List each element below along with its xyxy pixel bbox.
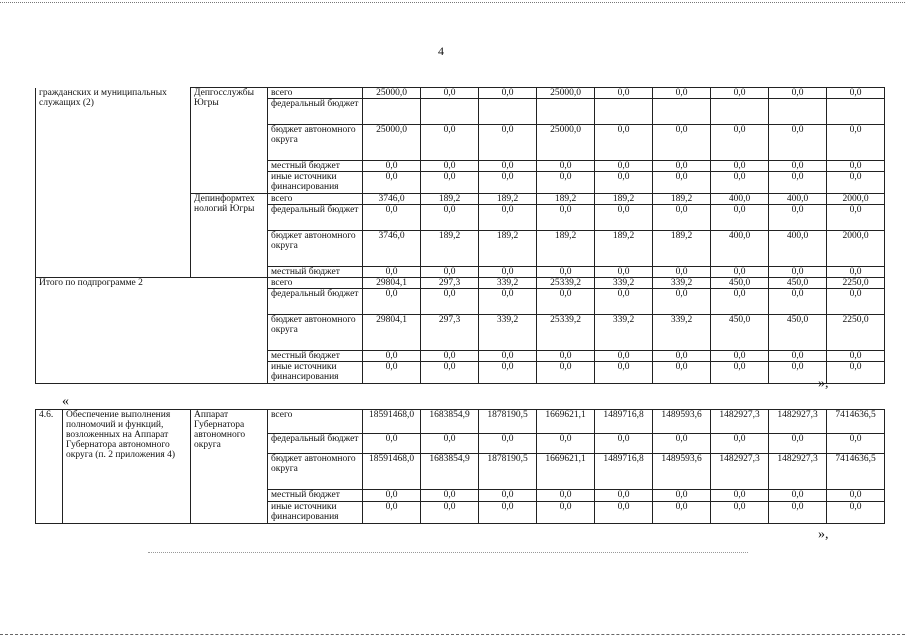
value-cell: 0,0 xyxy=(479,490,537,502)
value-cell: 2250,0 xyxy=(827,315,885,351)
value-cell: 0,0 xyxy=(711,205,769,231)
value-cell: 2000,0 xyxy=(827,231,885,267)
value-cell: 0,0 xyxy=(827,125,885,161)
value-cell: 0,0 xyxy=(537,351,595,362)
value-cell: 0,0 xyxy=(827,351,885,362)
value-cell: 0,0 xyxy=(595,490,653,502)
value-cell: 0,0 xyxy=(595,125,653,161)
value-cell: 1482927,3 xyxy=(769,454,827,490)
table-row xyxy=(36,278,885,289)
value-cell: 0,0 xyxy=(653,289,711,315)
closing-quote: », xyxy=(818,527,829,542)
value-cell: 0,0 xyxy=(595,351,653,362)
value-cell: 189,2 xyxy=(421,231,479,267)
value-cell xyxy=(827,99,885,125)
value-cell: 0,0 xyxy=(653,172,711,194)
value-cell: 1878190,5 xyxy=(479,410,537,434)
value-cell: 0,0 xyxy=(537,267,595,278)
value-cell: 0,0 xyxy=(653,205,711,231)
value-cell: 0,0 xyxy=(769,125,827,161)
value-cell: 0,0 xyxy=(827,434,885,454)
value-cell: 0,0 xyxy=(363,289,421,315)
value-cell: 0,0 xyxy=(711,502,769,524)
value-cell: 1878190,5 xyxy=(479,454,537,490)
value-cell: 0,0 xyxy=(769,205,827,231)
funding-source-label: бюджет автономного округа xyxy=(268,315,363,351)
funding-source-label: иные источники финансирования xyxy=(268,172,363,194)
value-cell: 1683854,9 xyxy=(421,410,479,434)
value-cell: 0,0 xyxy=(827,490,885,502)
subprogram-total-title: Итого по подпрограмме 2 xyxy=(36,278,268,384)
value-cell: 0,0 xyxy=(479,205,537,231)
value-cell: 0,0 xyxy=(421,125,479,161)
value-cell: 0,0 xyxy=(479,289,537,315)
value-cell: 0,0 xyxy=(479,267,537,278)
value-cell: 0,0 xyxy=(537,502,595,524)
value-cell: 297,3 xyxy=(421,278,479,289)
value-cell: 0,0 xyxy=(421,267,479,278)
budget-table-4-6 xyxy=(35,409,885,524)
value-cell: 3746,0 xyxy=(363,194,421,205)
value-cell: 1489593,6 xyxy=(653,454,711,490)
value-cell: 339,2 xyxy=(595,278,653,289)
value-cell: 0,0 xyxy=(711,88,769,99)
value-cell: 0,0 xyxy=(479,351,537,362)
value-cell: 189,2 xyxy=(479,194,537,205)
value-cell: 0,0 xyxy=(479,88,537,99)
value-cell: 25000,0 xyxy=(363,125,421,161)
value-cell: 0,0 xyxy=(769,351,827,362)
measure-description: Обеспечение выполнения полномочий и функций, возложенных на Аппарат Губернатора автономного округа (п. 2 приложения 4) xyxy=(63,410,191,524)
value-cell: 1489716,8 xyxy=(595,410,653,434)
value-cell: 189,2 xyxy=(537,194,595,205)
value-cell: 1482927,3 xyxy=(711,454,769,490)
measure-number: 4.6. xyxy=(36,410,63,524)
funding-source-label: федеральный бюджет xyxy=(268,205,363,231)
value-cell xyxy=(479,99,537,125)
value-cell: 1482927,3 xyxy=(769,410,827,434)
value-cell: 0,0 xyxy=(421,502,479,524)
value-cell: 18591468,0 xyxy=(363,410,421,434)
value-cell: 0,0 xyxy=(653,125,711,161)
value-cell: 0,0 xyxy=(479,161,537,172)
value-cell: 0,0 xyxy=(827,161,885,172)
value-cell: 0,0 xyxy=(537,161,595,172)
value-cell: 0,0 xyxy=(653,351,711,362)
value-cell: 7414636,5 xyxy=(827,410,885,434)
value-cell: 339,2 xyxy=(653,278,711,289)
value-cell: 339,2 xyxy=(479,315,537,351)
value-cell: 0,0 xyxy=(595,172,653,194)
value-cell: 339,2 xyxy=(653,315,711,351)
value-cell: 0,0 xyxy=(421,351,479,362)
value-cell: 0,0 xyxy=(595,362,653,384)
value-cell: 450,0 xyxy=(769,315,827,351)
value-cell: 0,0 xyxy=(479,434,537,454)
value-cell xyxy=(421,99,479,125)
value-cell: 7414636,5 xyxy=(827,454,885,490)
value-cell: 400,0 xyxy=(769,194,827,205)
value-cell: 189,2 xyxy=(595,231,653,267)
value-cell: 0,0 xyxy=(827,362,885,384)
value-cell: 0,0 xyxy=(595,161,653,172)
value-cell: 189,2 xyxy=(595,194,653,205)
value-cell: 0,0 xyxy=(421,490,479,502)
value-cell: 0,0 xyxy=(769,267,827,278)
value-cell: 400,0 xyxy=(769,231,827,267)
value-cell: 0,0 xyxy=(827,88,885,99)
value-cell: 450,0 xyxy=(769,278,827,289)
value-cell: 0,0 xyxy=(711,434,769,454)
value-cell: 0,0 xyxy=(711,362,769,384)
value-cell: 189,2 xyxy=(653,231,711,267)
funding-source-label: федеральный бюджет xyxy=(268,434,363,454)
value-cell: 0,0 xyxy=(711,172,769,194)
value-cell xyxy=(363,99,421,125)
funding-source-label: местный бюджет xyxy=(268,161,363,172)
value-cell: 0,0 xyxy=(479,125,537,161)
value-cell: 0,0 xyxy=(479,502,537,524)
value-cell: 0,0 xyxy=(421,161,479,172)
value-cell: 0,0 xyxy=(653,490,711,502)
funding-source-label: иные источники финансирования xyxy=(268,502,363,524)
value-cell: 0,0 xyxy=(769,172,827,194)
value-cell: 0,0 xyxy=(711,161,769,172)
value-cell: 0,0 xyxy=(653,502,711,524)
responsible-executor: Аппарат Губернатора автономного округа xyxy=(191,410,268,524)
value-cell: 0,0 xyxy=(769,490,827,502)
closing-quote: », xyxy=(818,376,829,391)
funding-source-label: бюджет автономного округа xyxy=(268,231,363,267)
value-cell xyxy=(769,99,827,125)
funding-source-label: иные источники финансирования xyxy=(268,362,363,384)
value-cell: 0,0 xyxy=(595,434,653,454)
scan-artifact-bottom xyxy=(0,634,905,635)
responsible-executor: Депгосслужбы Югры xyxy=(191,88,268,194)
value-cell: 450,0 xyxy=(711,315,769,351)
value-cell: 1669621,1 xyxy=(537,454,595,490)
value-cell: 0,0 xyxy=(769,88,827,99)
funding-source-label: всего xyxy=(268,278,363,289)
value-cell: 0,0 xyxy=(595,205,653,231)
value-cell: 29804,1 xyxy=(363,278,421,289)
value-cell: 189,2 xyxy=(537,231,595,267)
value-cell: 25339,2 xyxy=(537,315,595,351)
value-cell: 0,0 xyxy=(363,161,421,172)
value-cell: 0,0 xyxy=(363,267,421,278)
value-cell: 0,0 xyxy=(595,88,653,99)
funding-source-label: федеральный бюджет xyxy=(268,289,363,315)
value-cell: 0,0 xyxy=(711,490,769,502)
value-cell: 0,0 xyxy=(711,289,769,315)
value-cell: 1669621,1 xyxy=(537,410,595,434)
value-cell: 0,0 xyxy=(711,125,769,161)
value-cell: 0,0 xyxy=(421,205,479,231)
value-cell: 29804,1 xyxy=(363,315,421,351)
value-cell: 0,0 xyxy=(537,434,595,454)
value-cell: 0,0 xyxy=(769,161,827,172)
value-cell: 400,0 xyxy=(711,231,769,267)
funding-source-label: всего xyxy=(268,88,363,99)
value-cell: 0,0 xyxy=(421,88,479,99)
value-cell: 0,0 xyxy=(827,289,885,315)
funding-source-label: всего xyxy=(268,410,363,434)
value-cell: 0,0 xyxy=(421,434,479,454)
table-row xyxy=(36,410,885,434)
value-cell: 2000,0 xyxy=(827,194,885,205)
budget-table-subprogram-2 xyxy=(35,87,885,384)
value-cell: 0,0 xyxy=(827,205,885,231)
value-cell xyxy=(711,99,769,125)
value-cell: 0,0 xyxy=(421,362,479,384)
value-cell xyxy=(595,99,653,125)
value-cell: 0,0 xyxy=(653,434,711,454)
value-cell: 0,0 xyxy=(653,267,711,278)
value-cell: 0,0 xyxy=(479,172,537,194)
value-cell: 0,0 xyxy=(537,205,595,231)
value-cell: 1489716,8 xyxy=(595,454,653,490)
value-cell xyxy=(537,99,595,125)
value-cell: 339,2 xyxy=(595,315,653,351)
funding-source-label: местный бюджет xyxy=(268,267,363,278)
value-cell: 0,0 xyxy=(421,172,479,194)
page-number: 4 xyxy=(438,44,444,58)
value-cell: 0,0 xyxy=(537,362,595,384)
value-cell: 0,0 xyxy=(769,289,827,315)
value-cell: 0,0 xyxy=(537,490,595,502)
value-cell: 0,0 xyxy=(827,267,885,278)
value-cell: 0,0 xyxy=(711,351,769,362)
value-cell: 0,0 xyxy=(595,289,653,315)
scan-artifact-top xyxy=(0,2,905,3)
funding-source-label: местный бюджет xyxy=(268,490,363,502)
value-cell: 0,0 xyxy=(363,490,421,502)
funding-source-label: бюджет автономного округа xyxy=(268,125,363,161)
value-cell: 0,0 xyxy=(653,161,711,172)
value-cell: 297,3 xyxy=(421,315,479,351)
value-cell: 0,0 xyxy=(711,267,769,278)
responsible-executor: Депинформтех нологий Югры xyxy=(191,194,268,278)
value-cell: 450,0 xyxy=(711,278,769,289)
value-cell: 3746,0 xyxy=(363,231,421,267)
value-cell: 189,2 xyxy=(479,231,537,267)
funding-source-label: бюджет автономного округа xyxy=(268,454,363,490)
funding-source-label: местный бюджет xyxy=(268,351,363,362)
value-cell: 0,0 xyxy=(595,502,653,524)
funding-source-label: всего xyxy=(268,194,363,205)
value-cell: 339,2 xyxy=(479,278,537,289)
value-cell: 1489593,6 xyxy=(653,410,711,434)
value-cell: 25000,0 xyxy=(363,88,421,99)
value-cell: 0,0 xyxy=(363,502,421,524)
table-row xyxy=(36,88,885,99)
value-cell: 0,0 xyxy=(421,289,479,315)
value-cell: 25339,2 xyxy=(537,278,595,289)
value-cell: 0,0 xyxy=(653,362,711,384)
value-cell: 1482927,3 xyxy=(711,410,769,434)
value-cell: 189,2 xyxy=(421,194,479,205)
value-cell: 1683854,9 xyxy=(421,454,479,490)
value-cell: 0,0 xyxy=(479,362,537,384)
value-cell: 25000,0 xyxy=(537,125,595,161)
value-cell: 0,0 xyxy=(653,88,711,99)
funding-source-label: федеральный бюджет xyxy=(268,99,363,125)
opening-quote: « xyxy=(62,394,69,409)
value-cell: 0,0 xyxy=(363,434,421,454)
measure-description: гражданских и муниципальных служащих (2) xyxy=(36,88,191,278)
value-cell: 0,0 xyxy=(363,205,421,231)
value-cell: 0,0 xyxy=(769,362,827,384)
value-cell: 18591468,0 xyxy=(363,454,421,490)
value-cell: 2250,0 xyxy=(827,278,885,289)
value-cell: 189,2 xyxy=(653,194,711,205)
value-cell: 0,0 xyxy=(769,434,827,454)
value-cell: 400,0 xyxy=(711,194,769,205)
value-cell xyxy=(653,99,711,125)
value-cell: 0,0 xyxy=(827,502,885,524)
value-cell: 0,0 xyxy=(537,289,595,315)
value-cell: 0,0 xyxy=(595,267,653,278)
value-cell: 0,0 xyxy=(363,172,421,194)
value-cell: 0,0 xyxy=(827,172,885,194)
value-cell: 0,0 xyxy=(363,351,421,362)
value-cell: 25000,0 xyxy=(537,88,595,99)
scan-artifact-dotted xyxy=(148,552,748,553)
value-cell: 0,0 xyxy=(363,362,421,384)
value-cell: 0,0 xyxy=(769,502,827,524)
value-cell: 0,0 xyxy=(537,172,595,194)
